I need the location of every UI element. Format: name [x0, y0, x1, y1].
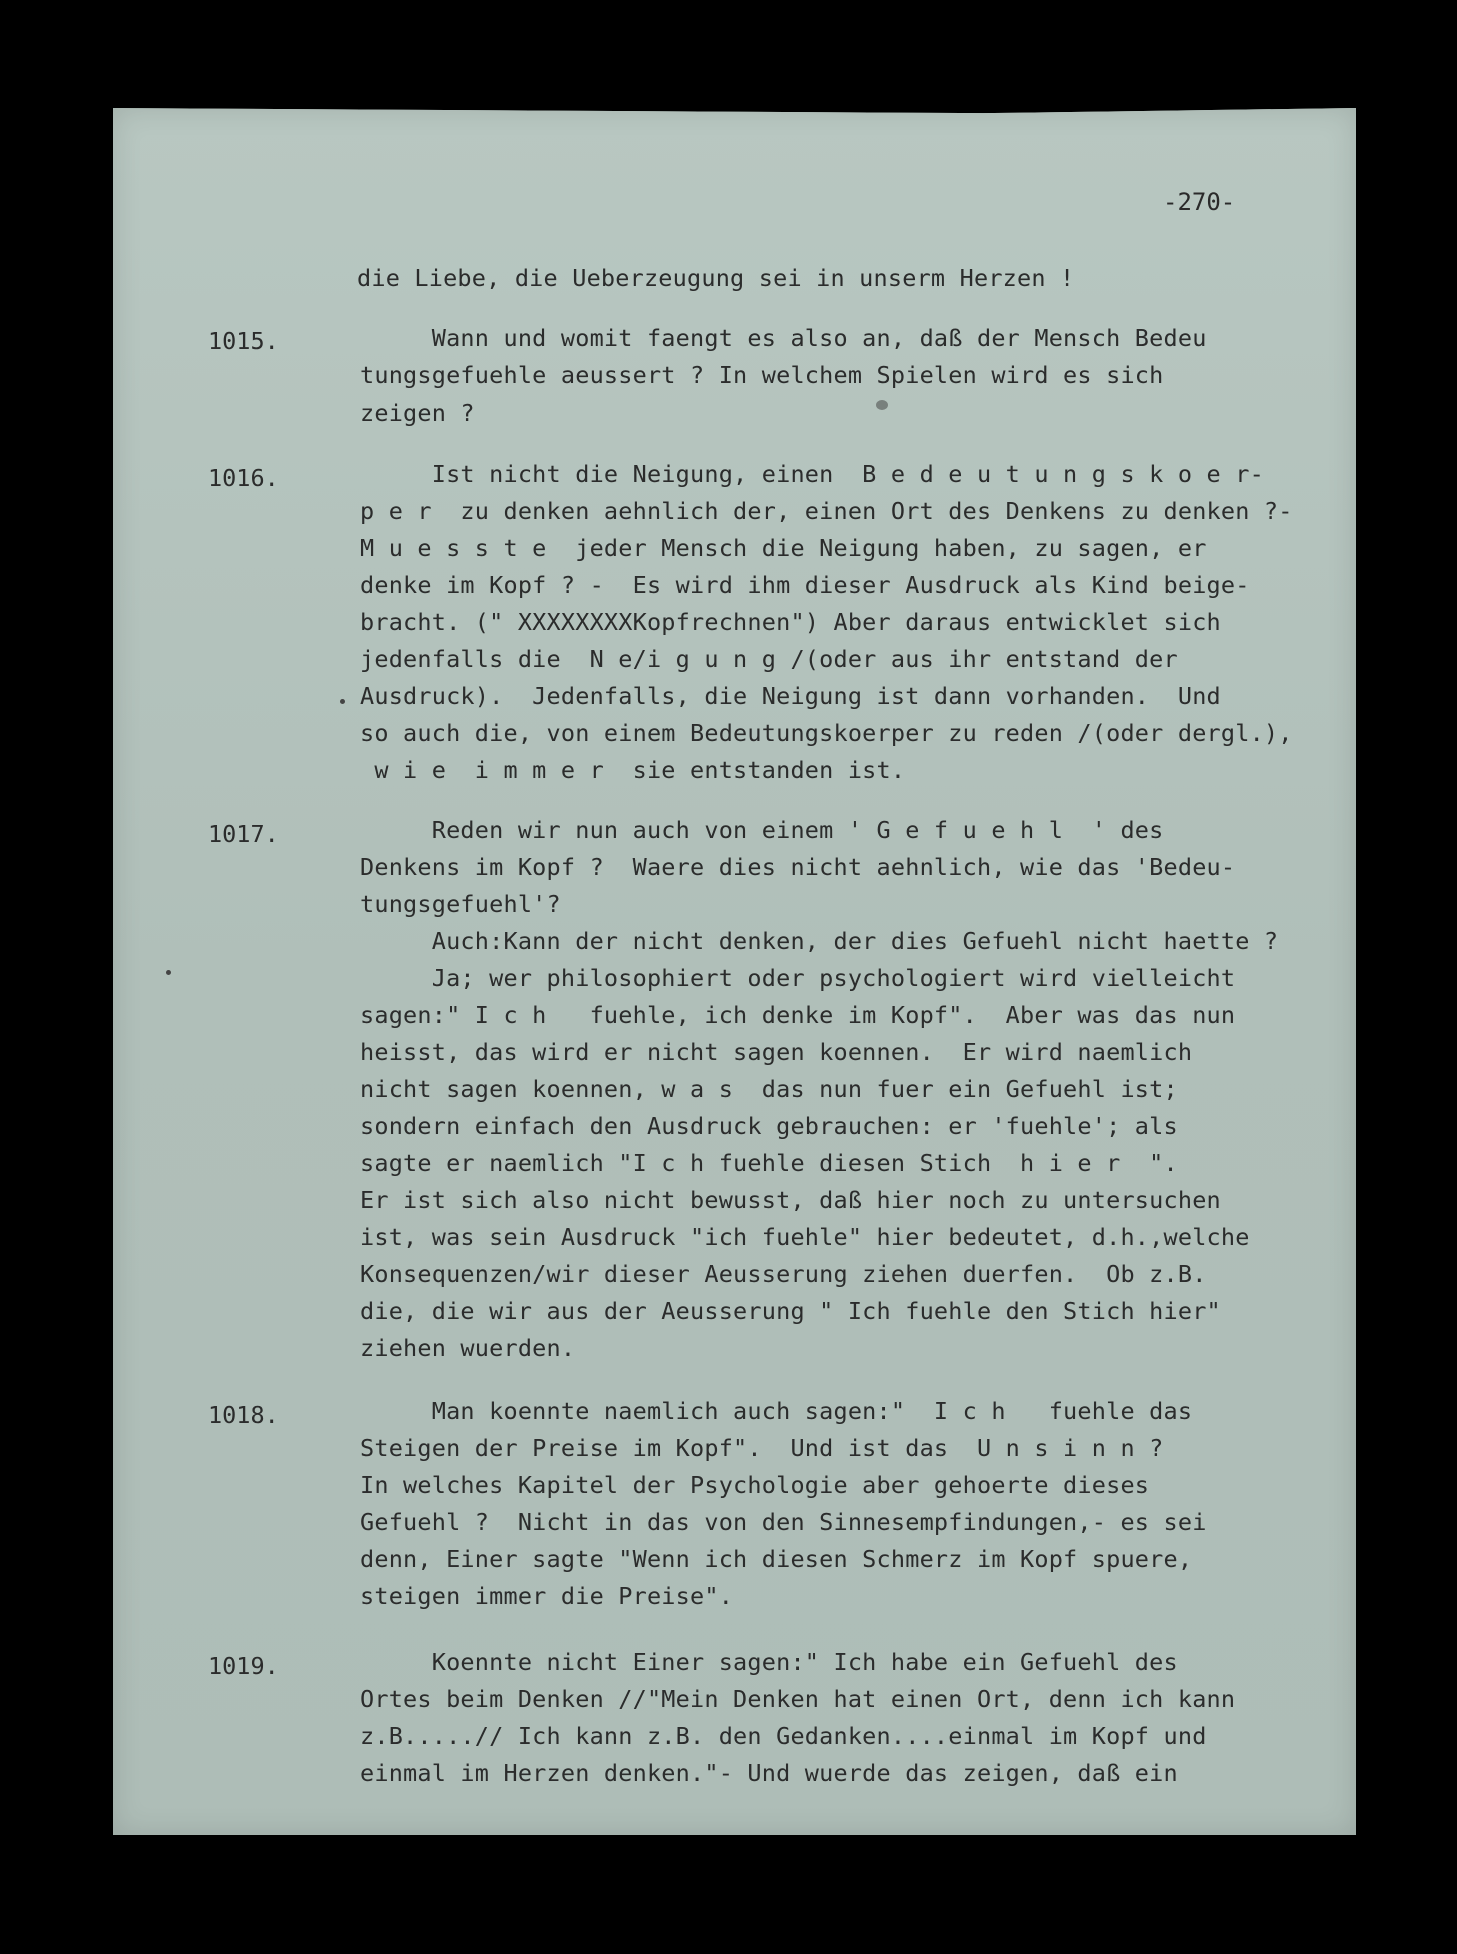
text-line: tungsgefuehle aeussert ? In welchem Spielen wird es sich: [360, 361, 1164, 389]
text-line: Konsequenzen/wir dieser Aeusserung ziehen duerfen. Ob z.B.: [360, 1260, 1207, 1288]
text-line: w i e i m m e r sie entstanden ist.: [360, 756, 906, 784]
margin-mark: [166, 970, 171, 975]
text-line: Auch:Kann der nicht denken, der dies Gefuehl nicht haette ?: [360, 927, 1279, 955]
text-line: ziehen wuerden.: [360, 1334, 576, 1362]
text-line: sondern einfach den Ausdruck gebrauchen: er 'fuehle'; als: [360, 1112, 1178, 1140]
text-line: Ist nicht die Neigung, einen B e d e u t u n g s k o e r-: [360, 460, 1264, 488]
ink-smudge: [876, 400, 888, 410]
text-line: jedenfalls die N e/i g u n g /(oder aus ihr entstand der: [360, 645, 1178, 673]
opening-line: die Liebe, die Ueberzeugung sei in unserm Herzen !: [357, 264, 1075, 292]
text-line: Ausdruck). Jedenfalls, die Neigung ist dann vorhanden. Und: [360, 682, 1221, 710]
section-number: 1016.: [208, 464, 279, 492]
text-line: Man koennte naemlich auch sagen:" I c h fuehle das: [360, 1397, 1193, 1425]
section-number: 1015.: [208, 327, 279, 355]
text-line: sagte er naemlich "I c h fuehle diesen Stich h i e r ".: [360, 1149, 1178, 1177]
text-line: sagen:" I c h fuehle, ich denke im Kopf". Aber was das nun: [360, 1001, 1236, 1029]
text-line: zeigen ?: [360, 399, 475, 427]
section-number: 1017.: [208, 820, 279, 848]
section-number: 1018.: [208, 1401, 279, 1429]
text-line: so auch die, von einem Bedeutungskoerper zu reden /(oder dergl.),: [360, 719, 1293, 747]
text-line: p e r zu denken aehnlich der, einen Ort des Denkens zu denken ?-: [360, 497, 1293, 525]
text-line: heisst, das wird er nicht sagen koennen. Er wird naemlich: [360, 1038, 1193, 1066]
text-line: steigen immer die Preise".: [360, 1582, 734, 1610]
section-number: 1019.: [208, 1652, 279, 1680]
text-line: Denkens im Kopf ? Waere dies nicht aehnlich, wie das 'Bedeu-: [360, 853, 1236, 881]
text-line: Steigen der Preise im Kopf". Und ist das U n s i n n ?: [360, 1434, 1164, 1462]
text-line: Ortes beim Denken //"Mein Denken hat einen Ort, denn ich kann: [360, 1685, 1236, 1713]
text-line: einmal im Herzen denken."- Und wuerde das zeigen, daß ein: [360, 1759, 1178, 1787]
text-line: denke im Kopf ? - Es wird ihm dieser Ausdruck als Kind beige-: [360, 571, 1250, 599]
text-line: Er ist sich also nicht bewusst, daß hier noch zu untersuchen: [360, 1186, 1221, 1214]
text-line: ist, was sein Ausdruck "ich fuehle" hier bedeutet, d.h.,welche: [360, 1223, 1250, 1251]
text-line: Reden wir nun auch von einem ' G e f u e h l ' des: [360, 816, 1164, 844]
text-line: bracht. (" XXXXXXXXKopfrechnen") Aber daraus entwicklet sich: [360, 608, 1221, 636]
text-line: die, die wir aus der Aeusserung " Ich fuehle den Stich hier": [360, 1297, 1221, 1325]
text-line: nicht sagen koennen, w a s das nun fuer ein Gefuehl ist;: [360, 1075, 1178, 1103]
page-number: -270-: [1163, 188, 1236, 216]
text-line: Wann und womit faengt es also an, daß der Mensch Bedeu: [360, 324, 1207, 352]
text-line: denn, Einer sagte "Wenn ich diesen Schmerz im Kopf spuere,: [360, 1545, 1193, 1573]
text-line: Gefuehl ? Nicht in das von den Sinnesempfindungen,- es sei: [360, 1508, 1207, 1536]
text-line: Ja; wer philosophiert oder psychologiert wird vielleicht: [360, 964, 1236, 992]
text-line: In welches Kapitel der Psychologie aber gehoerte dieses: [360, 1471, 1150, 1499]
text-line: z.B.....// Ich kann z.B. den Gedanken....einmal im Kopf und: [360, 1722, 1207, 1750]
margin-mark: [340, 699, 345, 704]
text-line: tungsgefuehl'?: [360, 890, 561, 918]
text-line: M u e s s t e jeder Mensch die Neigung haben, zu sagen, er: [360, 534, 1207, 562]
text-line: Koennte nicht Einer sagen:" Ich habe ein Gefuehl des: [360, 1648, 1178, 1676]
